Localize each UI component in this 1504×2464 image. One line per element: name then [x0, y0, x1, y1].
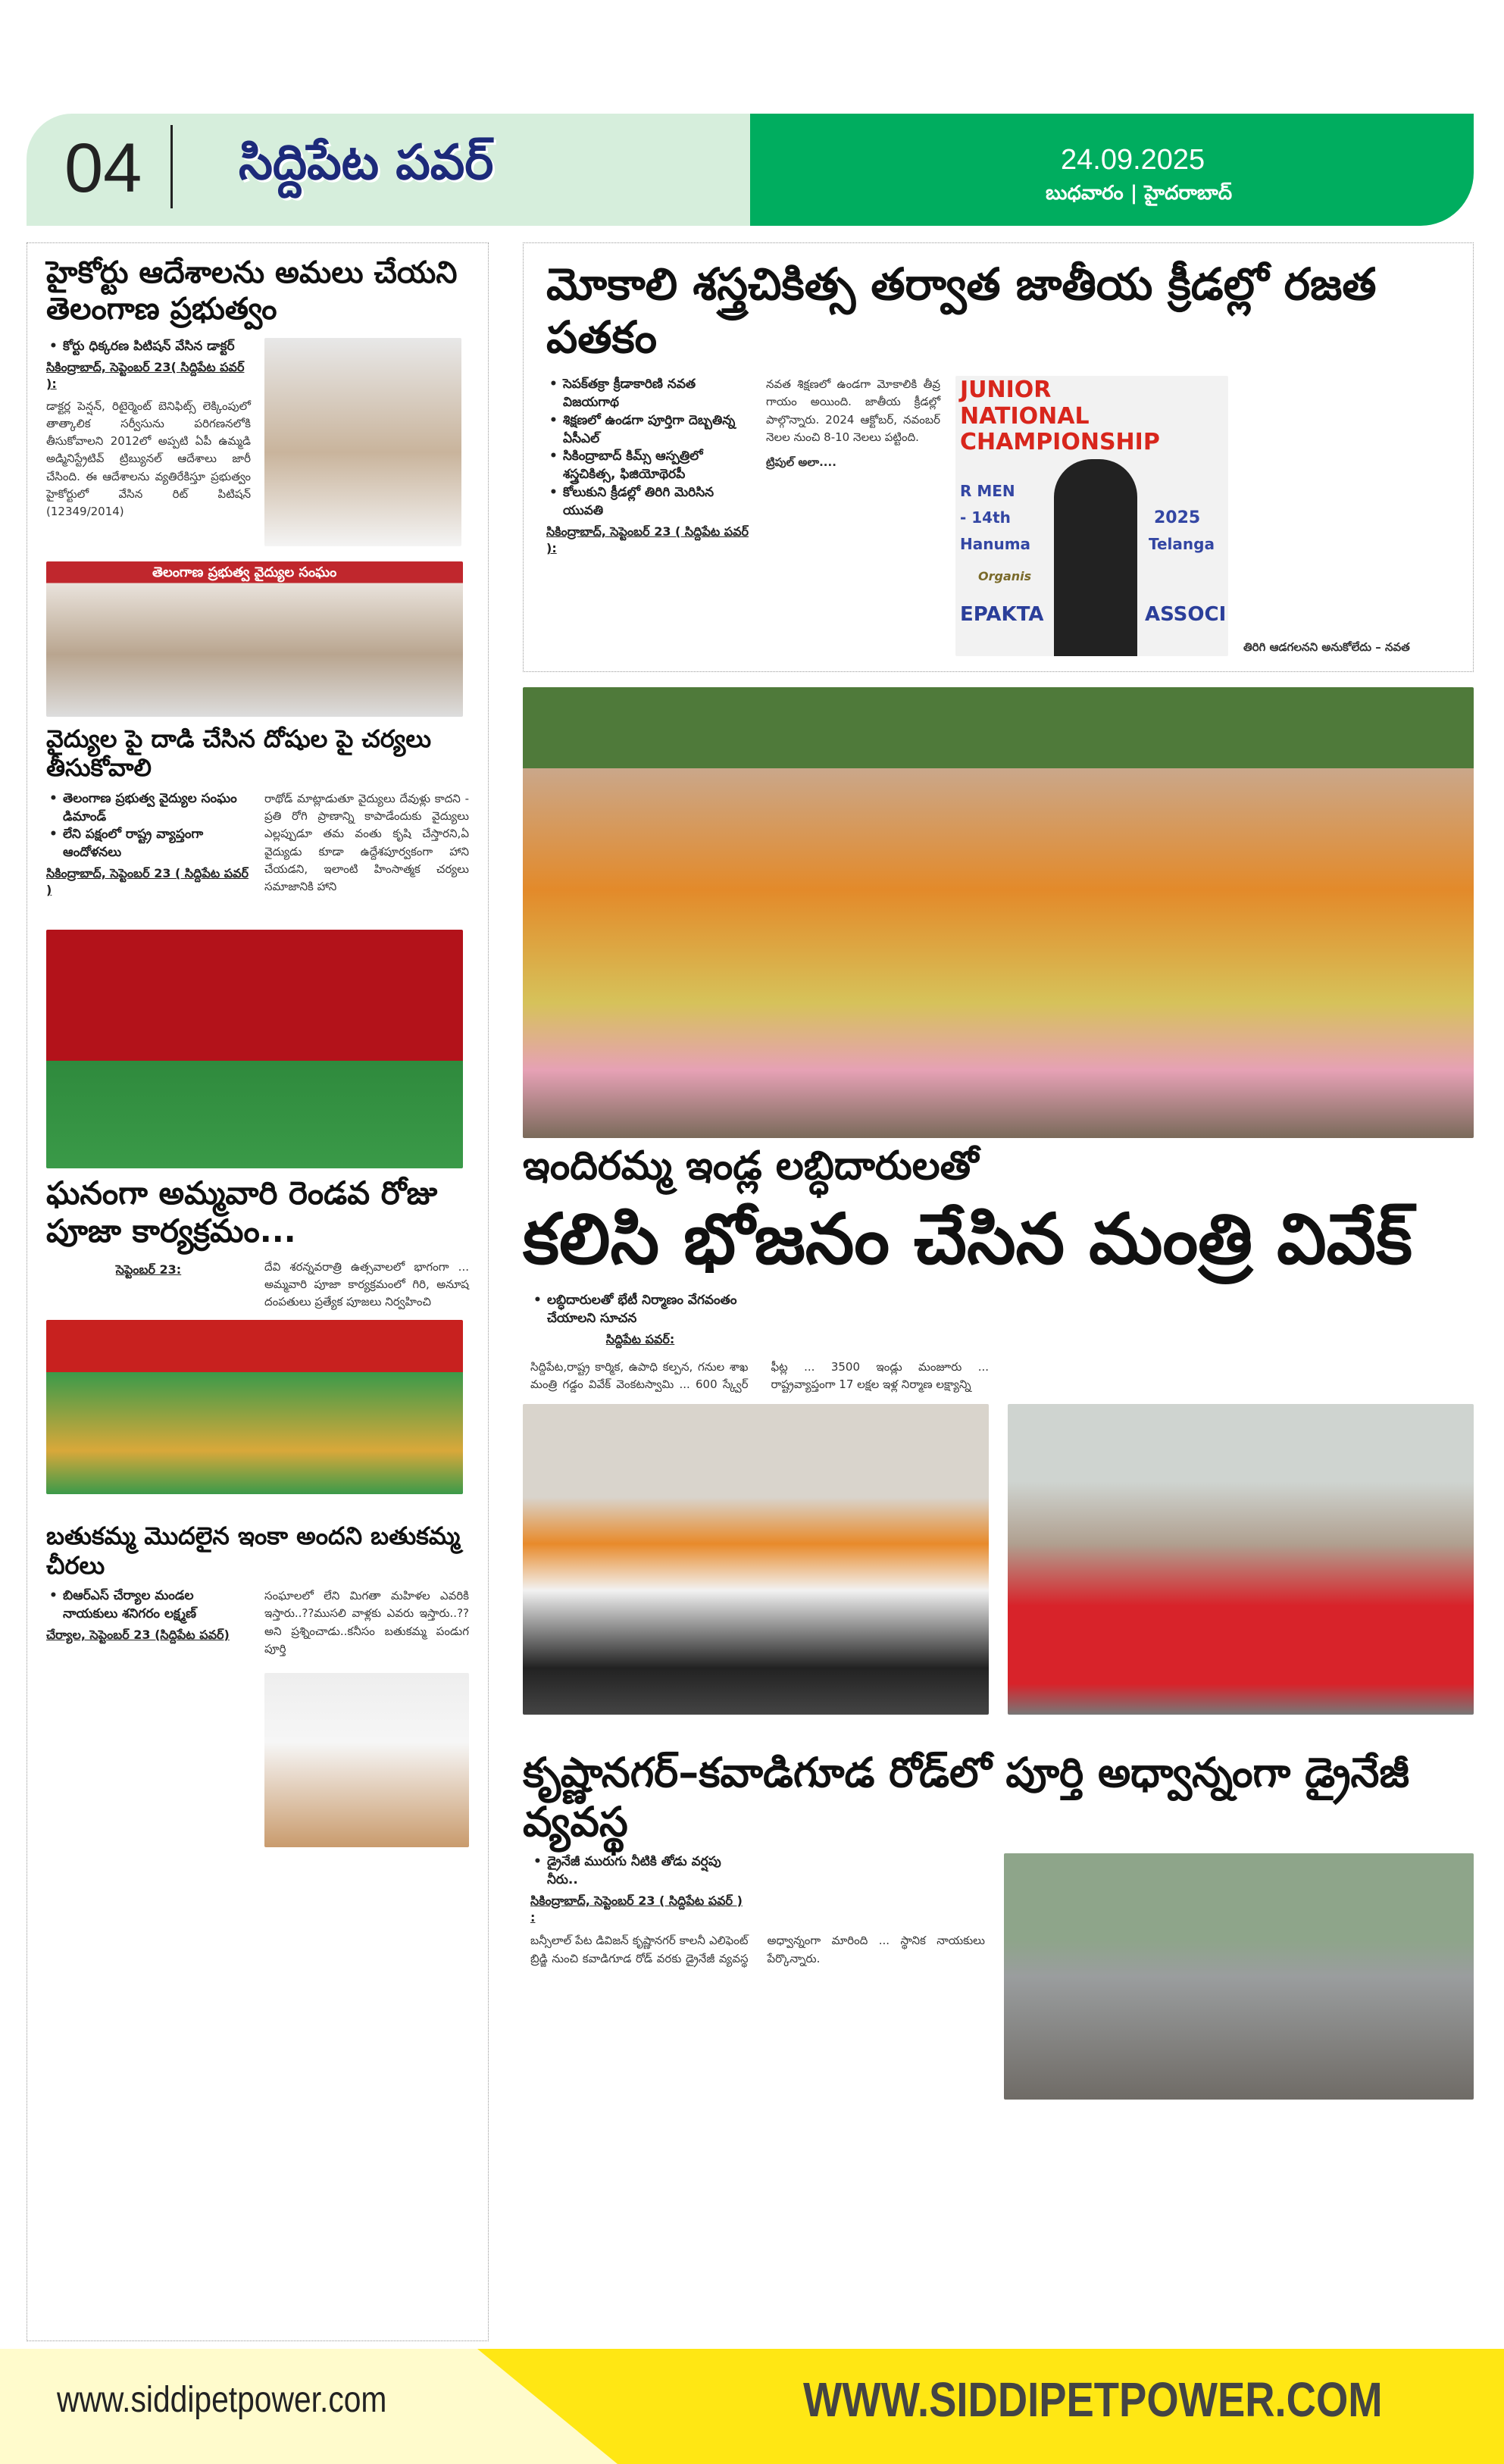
subhead: ట్రిపుల్ అలా.... — [766, 455, 836, 470]
bullet: • లబ్ధిదారులతో భేటీ నిర్మాణం వేగవంతం చేయాలని సూచన — [530, 1292, 750, 1328]
story-bathukamma-sarees — [46, 1521, 469, 1847]
photo-lunch-with-beneficiaries — [1008, 1404, 1474, 1715]
vivek-bullets — [530, 1292, 750, 1348]
article-body-right — [1243, 376, 1458, 656]
story-ammavari-puja — [46, 1174, 469, 1312]
article-body: సిద్దిపేట,రాష్ట్ర కార్మిక, ఉపాధి కల్పన, గనుల శాఖ మంత్రి గడ్డం వివేక్ వెంకటస్వామి ... 600 స్క్వేర్ ఫీట్ల ... 3500 ఇండ్లు మంజూరు ... రాష్ట్రవ్యాప్తంగా 17 లక్షల ఇళ్ల నిర్మాణ లక్ష్యాన్ని — [530, 1359, 989, 1392]
photo-banner-text: తెలంగాణ ప్రభుత్వ వైద్యుల సంఘం — [152, 564, 337, 580]
headline-sports: మోకాలి శస్త్రచికిత్స తర్వాత జాతీయ క్రీడల్లో రజత పతకం — [546, 258, 1377, 363]
photo-text: 2025 — [1154, 508, 1201, 528]
dateline: సికింద్రాబాద్, సెప్టెంబర్ 23 ( సిద్దిపేట పవర్ ): — [546, 524, 749, 555]
bullet: • లేని పక్షంలో రాష్ట్ర వ్యాప్తంగా ఆందోళనలు — [46, 826, 251, 862]
issue-day-place: బుధవారం | హైదరాబాద్ — [1046, 182, 1233, 205]
dateline: సికింద్రాబాద్, సెప్టెంబర్ 23 ( సిద్దిపేట పవర్ ) : — [530, 1893, 743, 1925]
photo-text: Organis — [978, 569, 1032, 584]
headline: వైద్యుల పై దాడి చేసిన దోషుల పై చర్యలు తీసుకోవాలి — [46, 724, 432, 783]
bullet: • డ్రైనేజీ మురుగు నీటికి తోడు వర్షపు నీరు.. — [530, 1853, 750, 1890]
photo-text: - 14th — [960, 508, 1011, 527]
bullet: • కోలుకుని క్రీడల్లో తిరిగి మెరిసిన యువతి — [546, 484, 751, 521]
article-body — [766, 376, 940, 656]
story-drainage — [523, 1749, 1474, 2100]
article-body: డాక్టర్ల పెన్షన్, రిటైర్మెంట్ బెనిఫిట్స్ లెక్కింపులో తాత్కాలిక సర్వీసును పరిగణనలోకి తీసుకోవాలని 2012లో అప్పటి ఏపీ ఉమ్మడి అడ్మినిస్ట్రేటివ్ ట్రిబ్యునల్ ఆదేశాలు జారీ చేసింది. ఈ ఆదేశాలను వ్యతిరేకిస్తూ ప్రభుత్వం హైకోర్టులో వేసిన రిట్ పిటిషన్ (12349/2014) — [46, 399, 251, 519]
bullet: • కోర్టు ధిక్కరణ పిటిషన్ వేసిన డాక్టర్ — [46, 338, 251, 356]
story-vivek — [523, 1143, 1474, 1715]
footer-website-banner[interactable]: WWW.SIDDIPETPOWER.COM — [803, 2372, 1383, 2427]
story-sports-box — [523, 242, 1474, 672]
dateline: సెప్టెంబర్ 23: — [115, 1262, 182, 1277]
masthead-logo: సిద్దిపేట పవర్ — [239, 135, 494, 191]
sports-bullets — [546, 376, 751, 656]
bullet: • తెలంగాణ ప్రభుత్వ వైద్యుల సంఘం డిమాండ్ — [46, 790, 251, 827]
article-body: బన్సీలాల్ పేట డివిజన్ కృష్ణానగర్ కాలనీ ఎలిఫెంట్ బ్రిడ్జి నుంచి కవాడిగూడ రోడ్ వరకు డ్రైనేజీ వ్యవస్థ అధ్వాన్నంగా మారింది ... స్థానిక నాయకులు పేర్కొన్నారు. — [530, 1934, 985, 1965]
photo-durga-idol — [46, 930, 463, 1168]
drainage-bullets — [530, 1853, 750, 1926]
bullet: • బిఆర్ఎస్ చేర్యాల మండల నాయకులు శనిగరం లక్ష్మణ్ — [46, 1587, 251, 1624]
left-column — [27, 242, 489, 2341]
athlete-figure — [1054, 459, 1137, 656]
article-body: సంఘాలలో లేని మిగతా మహిళల ఎవరికి ఇస్తారు..??ముసలి వాళ్లకు ఎవరు ఇస్తారు..??అని ప్రశ్నించాడు..కనీసం బతుకమ్మ పండుగ పూర్తి — [264, 1589, 469, 1656]
footer-website-link[interactable]: www.siddipetpower.com — [57, 2380, 387, 2420]
bullet: • శిక్షణలో ఉండగా పూర్తిగా దెబ్బతిన్న ఏసీఎల్ — [546, 412, 751, 449]
dateline: చేర్యాల, సెప్టెంబర్ 23 (సిద్దిపేట పవర్) — [46, 1627, 230, 1642]
headline-vivek: కలిసి భోజనం చేసిన మంత్రి వివేక్ — [523, 1198, 1412, 1280]
headline: బతుకమ్మ మొదలైన ఇంకా అందని బతుకమ్మ చీరలు — [46, 1521, 461, 1580]
headline: హైకోర్టు ఆదేశాలను అమలు చేయని తెలంగాణ ప్రభుత్వం — [46, 255, 458, 327]
right-column — [523, 242, 1474, 2100]
photo-text: EPAKTA — [960, 603, 1044, 627]
photo-banner-text: JUNIOR NATIONAL CHAMPIONSHIP — [960, 377, 1160, 456]
photo-text: Telanga — [1149, 535, 1215, 554]
photo-puja-offerings — [46, 1320, 463, 1494]
story-doctors-attack — [46, 724, 469, 899]
article-body: దేవి శరన్నవరాత్రి ఉత్సవాలలో భాగంగా ... అమ్మవారి పూజా కార్యక్రమంలో గిరి, అనూష దంపతులు ప్రత్యేక పూజలు నిర్వహించి — [264, 1259, 469, 1309]
photo-waterlogged-road — [1004, 1853, 1474, 2100]
issue-date: 24.09.2025 — [1061, 144, 1205, 176]
footer — [0, 2349, 1504, 2464]
article-body-text: నవత శిక్షణలో ఉండగా మోకాలికి తీవ్ర గాయం అయింది. జాతీయ క్రీడల్లో పాల్గొన్నారు. 2024 ఆక్టోబర్, నవంబర్ నెలల నుంచి 8-10 నెలలు పట్టింది. — [766, 377, 940, 444]
article-body: రాథోడ్ మాట్లాడుతూ వైద్యులు దేవుళ్లు కాదని - ప్రతి రోగి ప్రాణాన్ని కాపాడేందుకు వైద్యులు ఎల్లప్పుడూ తమ వంతు కృషి చేస్తారని,ఏ వైద్యుడు కూడా ఉద్దేశపూర్వకంగా హాని చేయడని, ఇలాంటి హింసాత్మక చర్యలు సమాజానికి హాని — [264, 791, 469, 894]
header-divider — [170, 125, 173, 208]
story-high-court — [46, 255, 469, 546]
photo-text: Hanuma — [960, 535, 1031, 554]
headline: ఘనంగా అమ్మవారి రెండవ రోజు పూజా కార్యక్రమం... — [46, 1174, 438, 1250]
headline-drainage: కృష్ణానగర్–కవాడిగూడ రోడ్‌లో పూర్తి అధ్వాన్నంగా డ్రైనేజీ వ్యవస్థ — [523, 1749, 1409, 1846]
bullet: • సెపక్‌తక్రా క్రీడాకారిణి నవత విజయగాథ — [546, 376, 751, 412]
photo-text: R MEN — [960, 482, 1015, 501]
photo-text: ASSOCI — [1145, 603, 1227, 627]
photo-laxman — [264, 1673, 469, 1847]
dateline: సిద్దిపేట పవర్: — [605, 1331, 675, 1346]
bullet: • సికింద్రాబాద్ కిమ్స్ ఆస్పత్రిలో శస్త్రచికిత్స, ఫిజియోథెరపీ — [546, 448, 751, 484]
dateline: సికింద్రాబాద్, సెప్టెంబర్ 23( సిద్దిపేట పవర్ ): — [46, 359, 245, 392]
kicker-vivek: ఇందిరమ్మ ఇండ్ల లబ్ధిదారులతో — [523, 1143, 979, 1190]
photo-press-meet — [523, 1404, 989, 1715]
photo-doctors-association — [46, 561, 463, 717]
dateline: సికింద్రాబాద్, సెప్టెంబర్ 23 ( సిద్దిపేట పవర్ ) — [46, 865, 249, 898]
photo-doctor — [264, 338, 461, 546]
photo-minister-vivek-with-beneficiaries — [523, 687, 1474, 1138]
closing-quote: తిరిగి ఆడగలనని అనుకోలేదు – నవత — [1243, 639, 1410, 654]
photo-navatha-medal — [955, 376, 1228, 656]
page-number: 04 — [64, 130, 142, 207]
